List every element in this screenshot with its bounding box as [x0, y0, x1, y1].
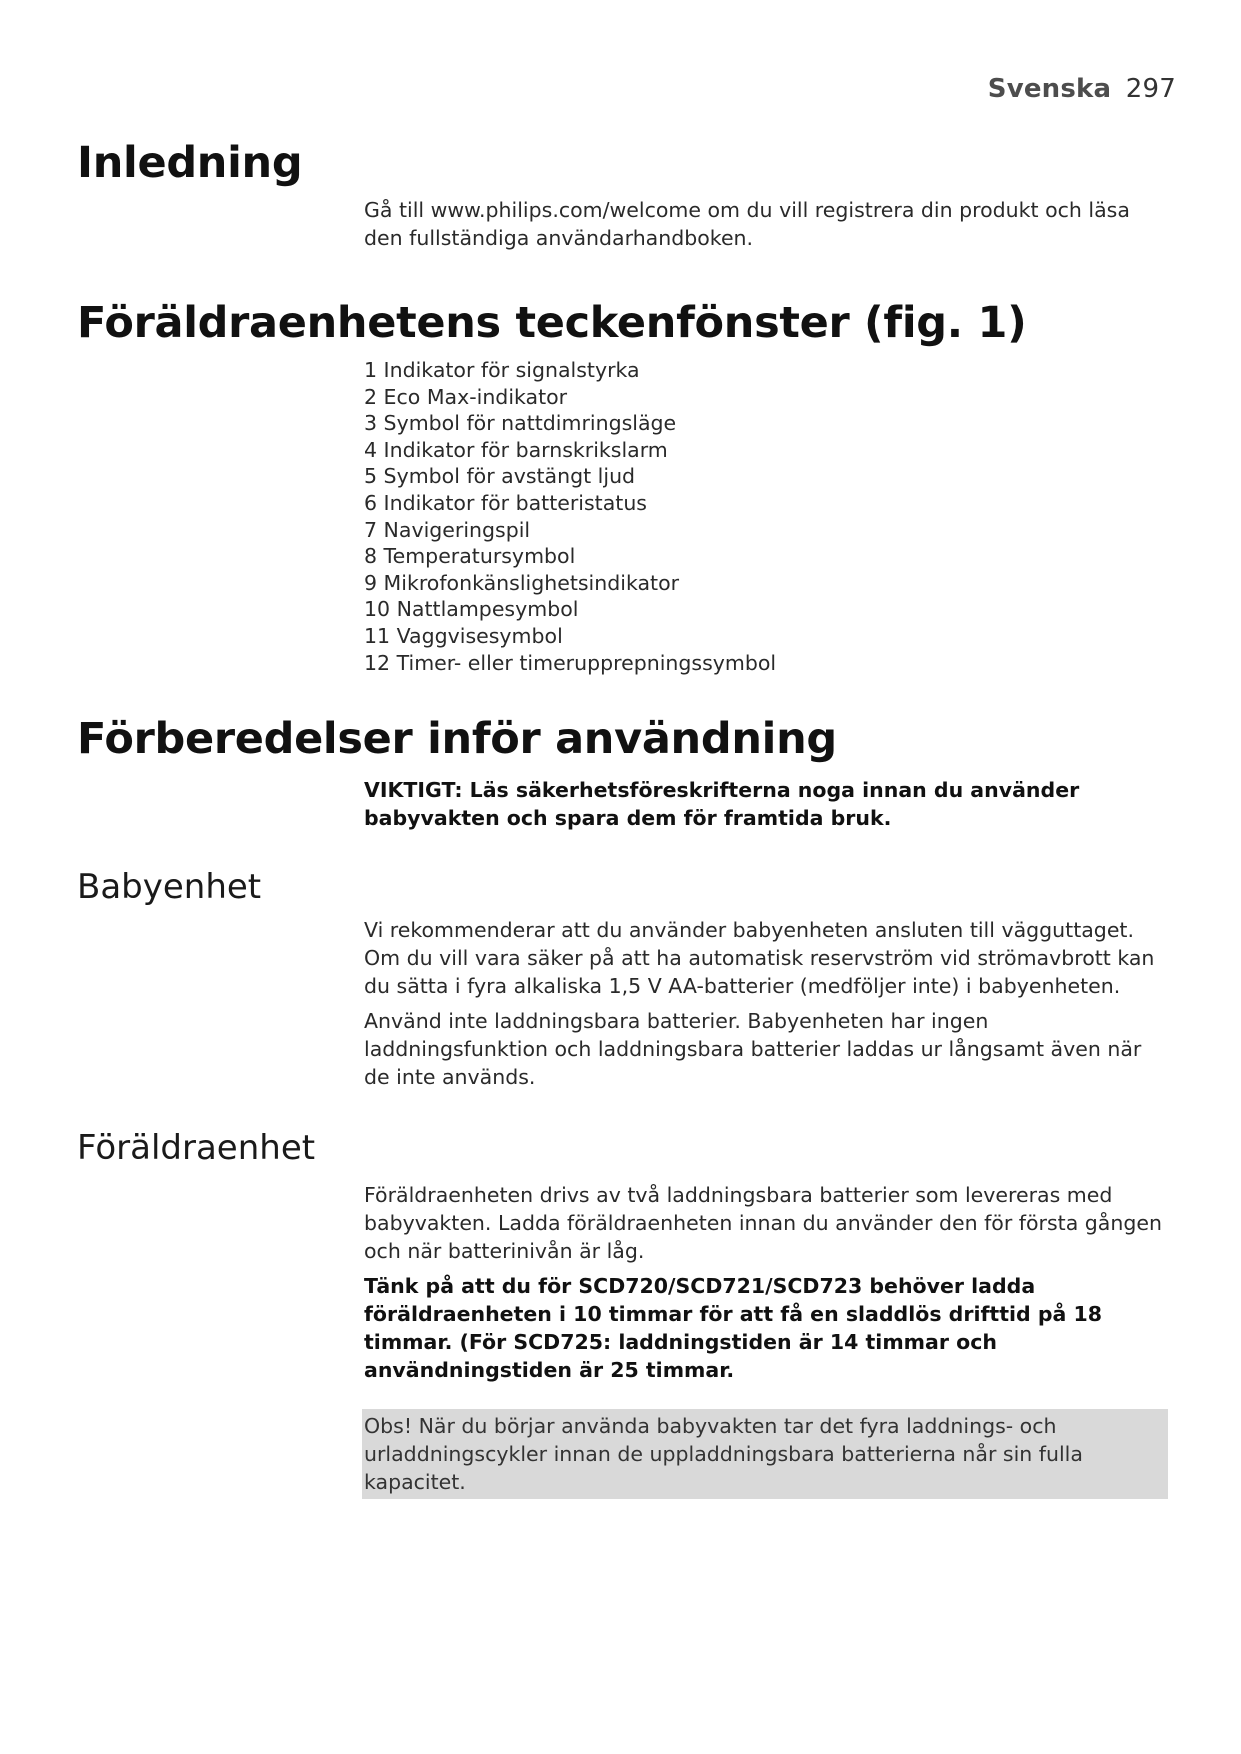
list-item: 6 Indikator för batteristatus: [364, 490, 647, 515]
section-title-preparation: Förberedelser inför användning: [77, 714, 837, 764]
list-item: 1 Indikator för signalstyrka: [364, 358, 640, 382]
parent-unit-text-block: [364, 1181, 1164, 1384]
intro-paragraph: Gå till www.philips.com/welcome om du vill registrera din produkt och läsa den fullständiga användarhandboken.: [364, 198, 1130, 250]
parent-unit-charging-info: Tänk på att du för SCD720/SCD721/SCD723 behöver ladda föräldraenheten i 10 timmar för att få en sladdlös drifttid på 18 timmar. (För SCD725: laddningstiden är 14 timmar och användningstiden är 25 timmar.: [364, 1274, 1103, 1382]
preparation-text-block: [364, 776, 1164, 832]
parent-unit-paragraph-1: Föräldraenheten drivs av två laddningsbara batterier som levereras med babyvakten. Ladda föräldraenheten innan du använder den för första gången och när batterinivån är låg.: [364, 1183, 1162, 1263]
language-label: Svenska: [987, 74, 1112, 104]
section-title-intro: Inledning: [77, 138, 303, 188]
page-number: 297: [1125, 74, 1176, 104]
baby-unit-paragraph-1: Vi rekommenderar att du använder babyenheten ansluten till vägguttaget. Om du vill vara säker på att ha automatisk reservström vid strömavbrott kan du sätta i fyra alkaliska 1,5 V AA-batterier (medföljer inte) i babyenheten.: [364, 918, 1155, 998]
list-item: 8 Temperatursymbol: [364, 544, 576, 569]
list-item: 9 Mikrofonkänslighetsindikator: [364, 570, 680, 595]
list-item: 4 Indikator för barnskrikslarm: [364, 437, 668, 462]
baby-unit-paragraph-2: Använd inte laddningsbara batterier. Babyenheten har ingen laddningsfunktion och laddningsbara batterier laddas ur långsamt även när de inte används.: [364, 1009, 1142, 1089]
list-item: 7 Navigeringspil: [364, 517, 531, 542]
intro-text-block: [364, 196, 1164, 252]
list-item: 2 Eco Max-indikator: [364, 384, 568, 409]
subsection-title-baby-unit: Babyenhet: [77, 867, 262, 907]
list-item: 10 Nattlampesymbol: [364, 597, 579, 622]
note-box: [362, 1409, 1168, 1499]
list-item: 11 Vaggvisesymbol: [364, 623, 563, 648]
note-text: Obs! När du börjar använda babyvakten tar det fyra laddnings- och urladdningscykler innan de uppladdningsbara batterierna når sin fulla kapacitet.: [364, 1414, 1083, 1494]
page-header: [988, 74, 1176, 104]
baby-unit-text-block: [364, 916, 1164, 1091]
important-notice: VIKTIGT: Läs säkerhetsföreskrifterna noga innan du använder babyvakten och spara dem för framtida bruk.: [364, 778, 1080, 830]
list-item: 3 Symbol för nattdimringsläge: [364, 411, 677, 436]
section-title-display: Föräldraenhetens teckenfönster (fig. 1): [77, 298, 1027, 348]
display-items-list: [364, 357, 1164, 676]
list-item: 5 Symbol för avstängt ljud: [364, 464, 636, 489]
subsection-title-parent-unit: Föräldraenhet: [77, 1128, 316, 1168]
list-item: 12 Timer- eller timerupprepningssymbol: [364, 650, 777, 675]
